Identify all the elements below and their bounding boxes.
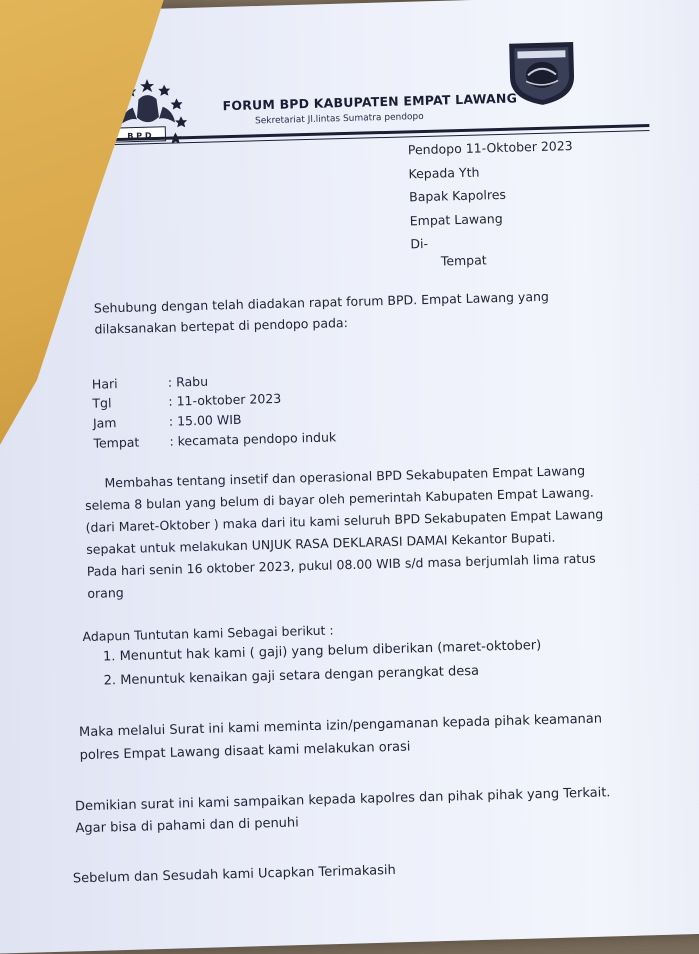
paragraph-line: Demikian surat ini kami sampaikan kepada kapolres dan pihak pihak yang Terkait. <box>74 785 611 815</box>
detail-label: Tempat <box>93 434 140 451</box>
detail-value: : Rabu <box>167 373 209 390</box>
demand-item: 2. Menuntuk kenaikan gaji setara dengan perangkat desa <box>103 663 480 689</box>
regency-seal-icon <box>503 36 581 108</box>
detail-label: Tgl <box>92 395 112 411</box>
letter-date: Pendopo 11-Oktober 2023 <box>407 138 573 158</box>
paragraph-line: Pada hari senin 16 oktober 2023, pukul 08.00 WIB s/d masa berjumlah lima ratus <box>86 550 596 579</box>
paragraph-line: orang <box>87 584 124 601</box>
bpd-logo-text: B P D <box>127 131 152 141</box>
intro-line-2: dilaksanakan bertepat di pendopo pada: <box>94 315 349 337</box>
demands-intro: Adapun Tuntutan kami Sebagai berikut : <box>82 622 334 645</box>
paragraph-line: (dari Maret-Oktober ) maka dari itu kami seluruh BPD Sekabupaten Empat Lawang <box>85 506 604 535</box>
recipient-place: Tempat <box>440 252 487 269</box>
paragraph-line: sepakat untuk melakukan UNJUK RASA DEKLARASI DAMAI Kekantor Bupati. <box>86 529 556 557</box>
recipient-salutation: Kepada Yth <box>408 164 480 182</box>
intro-line-1: Sehubung dengan telah diadakan rapat forum BPD. Empat Lawang yang <box>93 288 550 316</box>
recipient-di: Di- <box>410 235 429 252</box>
paragraph-line: polres Empat Lawang disaat kami melakukan orasi <box>79 739 411 764</box>
paragraph-line: Agar bisa di pahami dan di penuhi <box>75 815 300 837</box>
recipient-organization: Empat Lawang <box>409 210 503 229</box>
detail-label: Hari <box>91 376 118 392</box>
demand-item: 1. Menuntut hak kami ( gaji) yang belum diberikan (maret-oktober) <box>102 638 542 665</box>
paragraph-line: Maka melalui Surat ini kami meminta izin/pengamanan kepada pihak keamanan <box>78 711 603 741</box>
paragraph-line: Membahas tentang insetif dan operasional BPD Sekabupaten Empat Lawang <box>104 462 586 491</box>
detail-label: Jam <box>92 415 117 431</box>
organization-address: Sekretariat Jl.lintas Sumatra pendopo <box>254 111 424 127</box>
detail-value: : 11-oktober 2023 <box>168 390 282 409</box>
detail-value: : kecamata pendopo induk <box>169 429 337 449</box>
organization-title: FORUM BPD KABUPATEN EMPAT LAWANG <box>222 90 518 114</box>
closing-line: Sebelum dan Sesudah kami Ucapkan Terimakasih <box>72 862 396 887</box>
recipient-name: Bapak Kapolres <box>408 186 507 205</box>
detail-value: : 15.00 WIB <box>168 411 242 429</box>
paragraph-line: selema 8 bulan yang belum di bayar oleh pemerintah Kabupaten Empat Lawang. <box>84 484 594 513</box>
